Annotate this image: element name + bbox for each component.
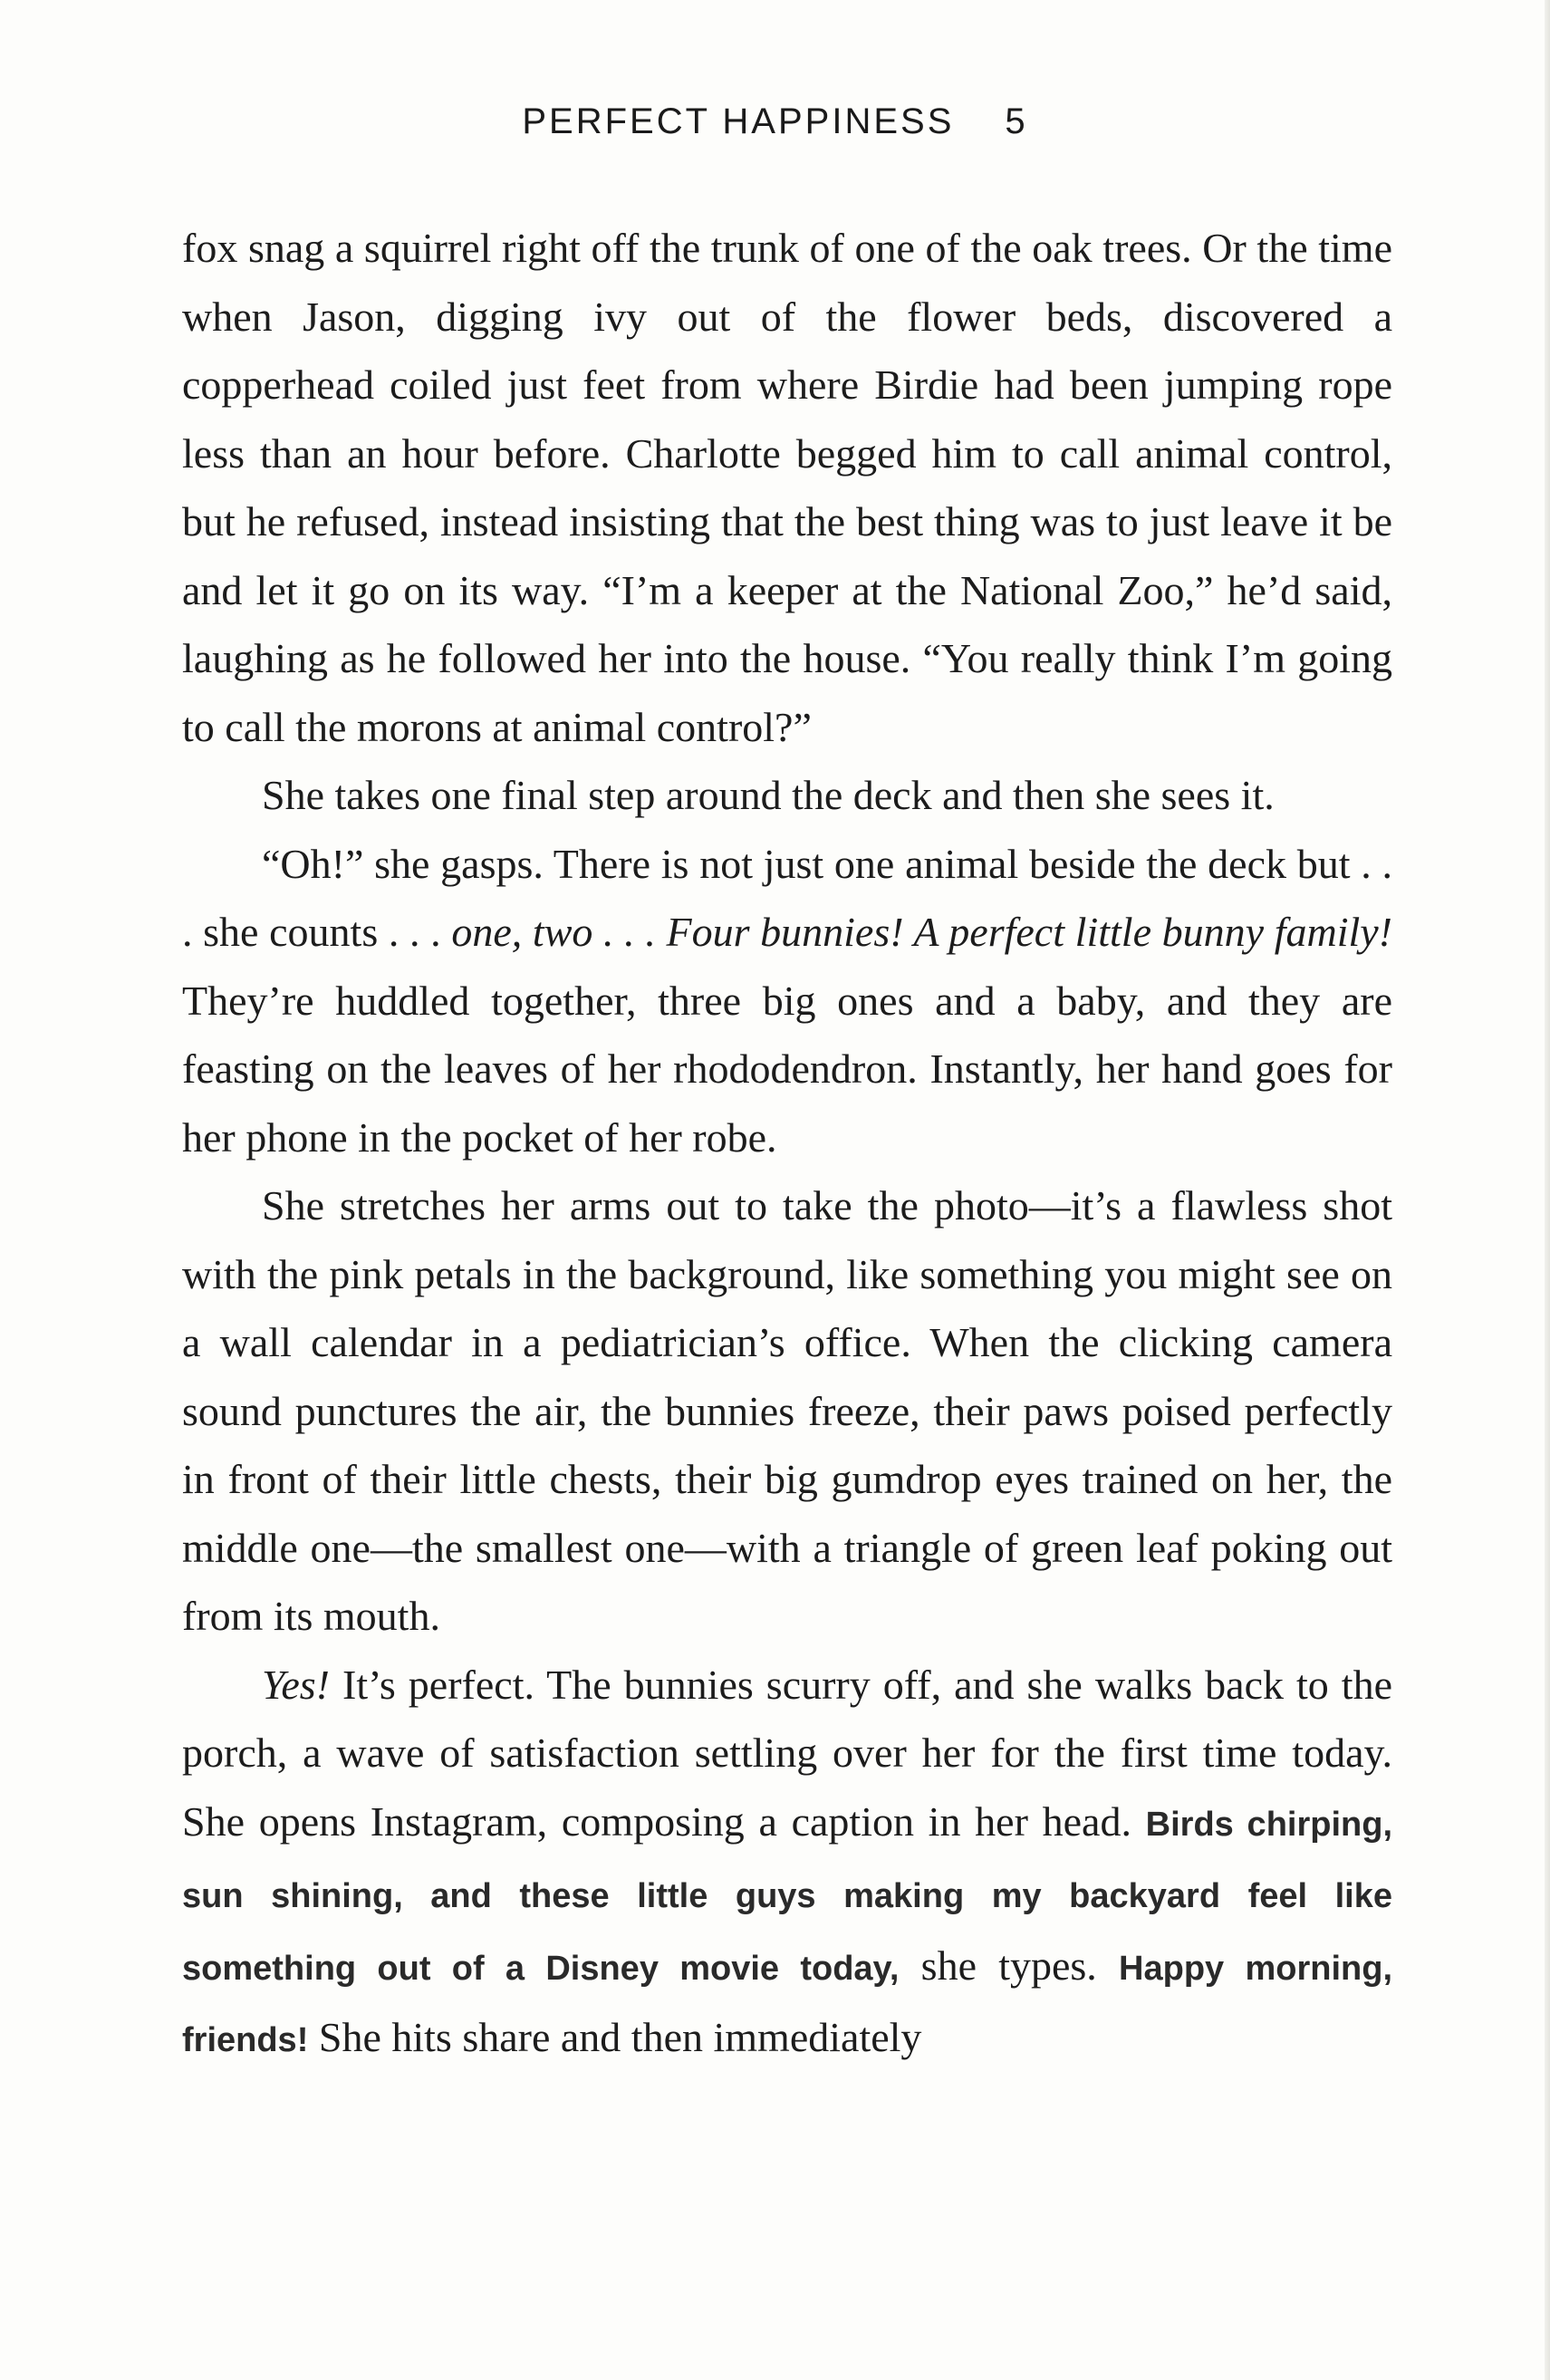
paragraph-1: [182, 214, 1392, 761]
running-head: [0, 101, 1550, 142]
text-segment: fox snag a squirrel right off the trunk of one of the oak trees. Or the time when Jason, digging ivy out of the flower beds, discovered a copperhead coiled just feet from where Birdie had been jumping rope less than an hour before. Charlotte begged him to call animal control, but he refused, instead insisting that the best thing was to just leave it be and let it go on its way. “I’m a keeper at the National Zoo,” he’d said, laughing as he followed her into the house. “You really think I’m going to call the morons at animal control?”: [182, 225, 1392, 750]
text-segment: She stretches her arms out to take the photo—it’s a flawless shot with the pink petals in the background, like something you might see on a wall calendar in a pediatrician’s office. When the clicking camera sound punctures the air, the bunnies freeze, their paws poised perfectly in front of their little chests, their big gumdrop eyes trained on her, the middle one—the smallest one—with a triangle of green leaf poking out from its mouth.: [182, 1182, 1392, 1639]
italic-exclamation: Yes!: [262, 1661, 330, 1708]
text-segment: She takes one final step around the deck and then she sees it.: [262, 772, 1275, 818]
text-segment: she types.: [899, 1942, 1120, 1989]
text-segment: “Oh!” she gasps. There is not just one animal beside the deck but . . . she counts . . .: [182, 840, 1392, 955]
paragraph-3: [182, 830, 1392, 1172]
header-title: PERFECT HAPPINESS: [522, 101, 955, 141]
italic-thought: one, two . . . Four bunnies! A perfect little bunny family!: [451, 909, 1392, 955]
page-edge: [1545, 0, 1550, 2380]
instagram-caption: Birds chirping, sun shining, and these little guys making my backyard feel like something out of a Disney movie today,: [182, 1805, 1392, 1988]
text-segment: It’s perfect. The bunnies scurry off, and she walks back to the porch, a wave of satisfaction settling over her for the first time today. She opens Instagram, composing a caption in her head.: [182, 1661, 1392, 1845]
paragraph-5: [182, 1651, 1392, 2076]
text-segment: She hits share and then immediately: [308, 2014, 922, 2060]
body-text: [182, 214, 1392, 2076]
instagram-caption-greeting: Happy morning, friends!: [182, 1949, 1393, 2059]
paragraph-4: [182, 1171, 1392, 1651]
page-number: 5: [1005, 101, 1028, 141]
paragraph-2: [182, 761, 1392, 830]
text-segment: They’re huddled together, three big ones and a baby, and they are feasting on the leaves of her rhododendron. Instantly, her hand goes for her phone in the pocket of her robe.: [182, 977, 1392, 1161]
